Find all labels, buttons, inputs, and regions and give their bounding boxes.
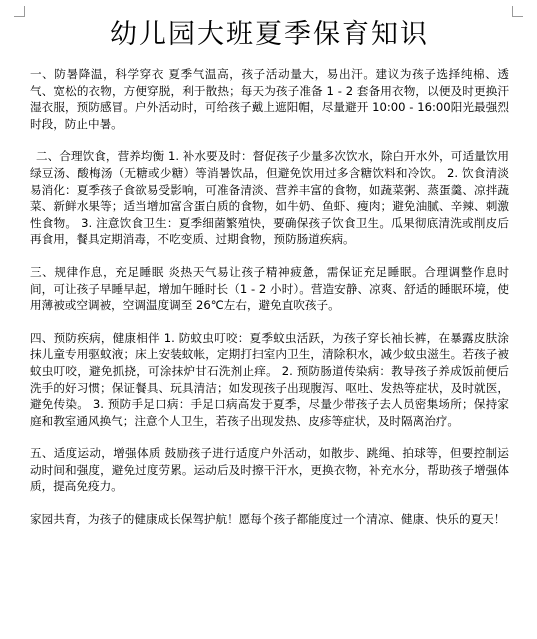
section-heat-prevention: 一、防暑降温，科学穿衣 夏季气温高，孩子活动量大，易出汗。建议为孩子选择纯棉、透气、宽松的衣物，方便穿脱，利于散热；每天为孩子准备 1 - 2 套备用衣物，以便及时更换汗湿衣服，预防感冒。户外活动时，可给孩子戴上遮阳帽，尽量避开 10:00 - 16:00阳光最强烈时段，防止中暑。 [30,67,509,131]
section-exercise: 五、适度运动，增强体质 鼓励孩子进行适度户外活动，如散步、跳绳、拍球等，但要控制运动时间和强度，避免过度劳累。运动后及时擦干汗水，更换衣物，补充水分，帮助孩子增强体质，提高免疫力。 [30,446,509,494]
page-corner-mark [14,6,25,17]
page-corner-mark [512,6,523,17]
section-closing: 家园共育，为孩子的健康成长保驾护航！愿每个孩子都能度过一个清凉、健康、快乐的夏天！ [30,512,506,527]
document-title: 幼儿园大班夏季保育知识 [110,19,429,50]
section-disease-prevention: 四、预防疾病，健康相伴 1. 防蚊虫叮咬：夏季蚊虫活跃，为孩子穿长袖长裤，在暴露皮肤涂抹儿童专用驱蚊液；床上安装蚊帐，定期打扫室内卫生，清除积水，减少蚊虫滋生。若孩子被蚊虫叮咬，避免抓挠，可涂抹炉甘石洗剂止痒。 2. 预防肠道传染病：教导孩子养成饭前便后洗手的好习惯；保证餐具、玩具清洁；如发现孩子出现腹泻、呕吐、发热等症状，及时就医，避免传染。 3. 预防手足口病：手足口病高发于夏季，尽量少带孩子去人员密集场所；保持家庭和教室通风换气；注意个人卫生，若孩子出现发热、皮疹等症状，及时隔离治疗。 [30,330,509,428]
section-sleep: 三、规律作息，充足睡眠 炎热天气易让孩子精神疲惫，需保证充足睡眠。合理调整作息时间，可让孩子早睡早起，增加午睡时长（1 - 2 小时）。营造安静、凉爽、舒适的睡眠环境，使用薄被或空调被，空调温度调至 26℃左右，避免直吹孩子。 [30,264,509,313]
section-diet: 二、合理饮食，营养均衡 1. 补水要及时：督促孩子少量多次饮水，除白开水外，可适量饮用绿豆汤、酸梅汤（无糖或少糖）等消暑饮品，但避免饮用过多含糖饮料和冷饮。 2. 饮食清淡易消化：夏季孩子食欲易受影响，可准备清淡、营养丰富的食物，如蔬菜粥、蒸蛋羹、凉拌蔬菜、新鲜水果等；适当增加富含蛋白质的食物，如牛奶、鱼虾、瘦肉；避免油腻、辛辣、刺激性食物。 3. 注意饮食卫生：夏季细菌繁殖快，要确保孩子饮食卫生。瓜果彻底清洗或削皮后再食用，餐具定期消毒，不吃变质、过期食物，预防肠道疾病。 [30,149,509,247]
